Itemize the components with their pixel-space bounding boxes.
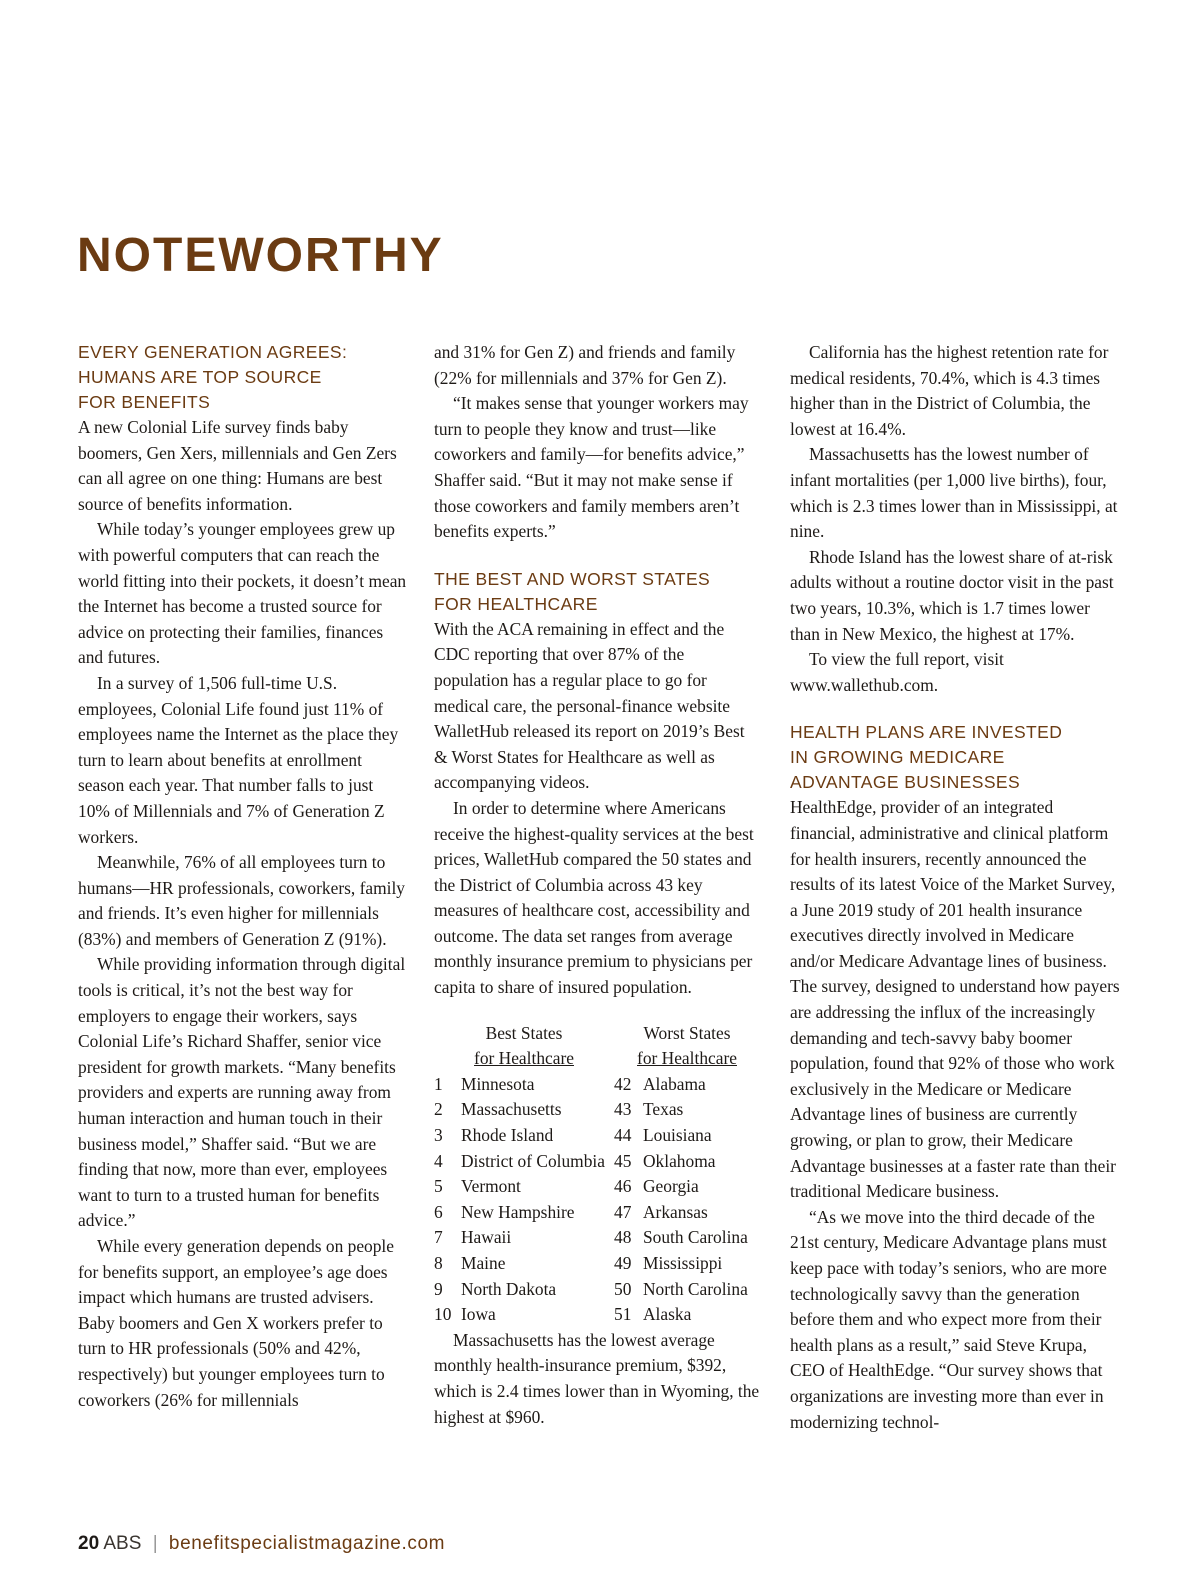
article-1-paragraph: and 31% for Gen Z) and friends and family (22% for millennials and 37% for Gen Z). (434, 342, 736, 388)
best-header-line: Best States (485, 1022, 563, 1043)
state-rank: 46 (614, 1176, 632, 1197)
website-link[interactable]: benefitspecialistmagazine.com (168, 1533, 446, 1554)
state-rank-row (434, 1251, 614, 1277)
state-rank-row (614, 1097, 760, 1123)
state-name: New Hampshire (461, 1201, 575, 1222)
state-rank-row (434, 1200, 614, 1226)
headline-line: IN GROWING MEDICARE (790, 747, 1005, 768)
state-rank-row (434, 1302, 614, 1328)
article-2-paragraph: Massachusetts has the lowest number of infant mortalities (per 1,000 live births), four, which is 2.3 times lower than in Mississippi, at nine. (790, 444, 1118, 542)
state-rank-row (614, 1200, 760, 1226)
state-rank-row (614, 1174, 760, 1200)
state-name: Iowa (461, 1304, 496, 1325)
state-name: Vermont (461, 1176, 521, 1197)
footer-separator: | (152, 1533, 158, 1554)
worst-header-line: Worst States (643, 1022, 731, 1043)
state-rank: 2 (434, 1099, 443, 1120)
state-name: North Dakota (461, 1278, 557, 1299)
state-rank-row (434, 1072, 614, 1098)
headline-line: HEALTH PLANS ARE INVESTED (790, 722, 1063, 743)
state-rank-row (434, 1123, 614, 1149)
article-2-paragraph: Massachusetts has the lowest average monthly health-insurance premium, $392, which is 2.4 times lower than in Wyoming, the highest at $960. (434, 1329, 760, 1427)
article-1-paragraph: While today’s younger employees grew up with powerful computers that can reach the world fitting into their pockets, it doesn’t mean the Internet has become a trusted source for advice on protecting their families, finances and futures. (78, 519, 407, 668)
state-rank: 45 (614, 1150, 632, 1171)
state-rank-row (614, 1225, 760, 1251)
page-footer (78, 1532, 445, 1556)
article-1-paragraph: While providing information through digital tools is critical, it’s not the best way for employers to engage their workers, says Colonial Life’s Richard Shaffer, senior vice president for growth markets. “Many benefits providers and experts are running away from human interaction and human touch in their business model,” Shaffer said. “But we are finding that now, more than ever, employees want to turn to a trusted human for benefits advice.” (78, 954, 406, 1231)
state-name: District of Columbia (461, 1150, 605, 1171)
state-rank-row (434, 1225, 614, 1251)
state-name: Maine (461, 1253, 506, 1273)
article-1-paragraph: “It makes sense that younger workers may turn to people they know and trust—like coworkers and family—for benefits advice,” Shaffer said. “But it may not make sense if those coworkers and family members aren’t benefits experts.” (434, 393, 749, 542)
state-name: Hawaii (461, 1227, 512, 1248)
best-states-list (434, 1021, 614, 1328)
article-1-paragraph: A new Colonial Life survey finds baby boomers, Gen Xers, millennials and Gen Zers can all agree on one thing: Humans are best source of benefits information. (78, 417, 397, 514)
state-name: Georgia (643, 1176, 699, 1197)
state-rank: 7 (434, 1227, 443, 1248)
publication-name: ABS (103, 1533, 142, 1554)
state-rank: 5 (434, 1176, 443, 1197)
best-header-line: for Healthcare (474, 1048, 574, 1069)
state-name: Minnesota (461, 1073, 535, 1094)
state-name: Louisiana (643, 1125, 712, 1146)
article-1-paragraph: While every generation depends on people for benefits support, an employee’s age does impact which humans are trusted advisers. Baby boomers and Gen X workers prefer to turn to HR professionals (50% and 42%, respectively) but younger employees turn to coworkers (26% for millennials (78, 1236, 394, 1410)
state-rank-row (434, 1149, 614, 1175)
column-3 (790, 340, 1122, 1435)
headline-line: FOR BENEFITS (78, 392, 211, 412)
worst-header-line: for Healthcare (637, 1048, 737, 1069)
headline-line: HUMANS ARE TOP SOURCE (78, 367, 322, 387)
best-states-header (434, 1021, 614, 1072)
state-rank: 9 (434, 1278, 443, 1299)
article-1-paragraph: In a survey of 1,506 full-time U.S. employees, Colonial Life found just 11% of employees name the Internet as the place they turn to learn about benefits at enrollment season each year. That number falls to just 10% of Millennials and 7% of Generation Z workers. (78, 672, 399, 847)
state-rank: 50 (614, 1278, 632, 1299)
article-2-paragraph: In order to determine where Americans receive the highest-quality services at the best prices, WalletHub compared the 50 states and the District of Columbia across 43 key measures of healthcare cost, accessibility and outcome. The data set ranges from average monthly insurance premium to physicians per capita to share of insured population. (434, 797, 754, 998)
state-name: South Carolina (643, 1227, 748, 1248)
state-rank: 42 (614, 1073, 632, 1094)
state-rank-row (614, 1149, 760, 1175)
state-rank: 51 (614, 1304, 632, 1325)
state-rank-row (434, 1174, 614, 1200)
state-rank: 49 (614, 1253, 632, 1273)
article-3-headline (790, 720, 1122, 795)
headline-line: EVERY GENERATION AGREES: (78, 342, 348, 362)
state-name: Oklahoma (643, 1150, 716, 1171)
article-2-paragraph: California has the highest retention rate for medical residents, 70.4%, which is 4.3 times higher than in the District of Columbia, the lowest at 16.4%. (790, 342, 1109, 439)
state-name: Alabama (643, 1073, 706, 1094)
state-rank-row (434, 1097, 614, 1123)
article-2-headline (434, 567, 760, 617)
state-name: Mississippi (643, 1253, 723, 1273)
state-rank: 44 (614, 1125, 632, 1146)
headline-line: ADVANTAGE BUSINESSES (790, 772, 1021, 793)
page-number: 20 (78, 1533, 100, 1554)
state-name: Arkansas (643, 1201, 708, 1222)
state-rank-row (434, 1277, 614, 1303)
state-name: Rhode Island (461, 1125, 554, 1146)
state-name: Alaska (643, 1304, 692, 1325)
state-name: Texas (643, 1099, 684, 1120)
state-name: North Carolina (643, 1278, 748, 1299)
state-rank-row (614, 1072, 760, 1098)
article-2-paragraph: To view the full report, visit www.wallethub.com. (790, 649, 1004, 695)
article-3-paragraph: HealthEdge, provider of an integrated financial, administrative and clinical platform for health insurers, recently announced the results of its latest Voice of the Market Survey, a June 2019 study of 201 health insurance executives directly involved in Medicare and/or Medicare Advantage lines of business. The survey, designed to understand how payers are addressing the influx of the increasingly demanding and tech-savvy baby boomer population, found that 92% of those who work exclusively in the Medicare or Medicare Advantage lines of business are currently growing, or plan to grow, their Medicare Advantage businesses at a faster rate than their traditional Medicare business. (790, 797, 1120, 1202)
state-name: Massachusetts (461, 1099, 562, 1120)
state-rank-row (614, 1251, 760, 1277)
state-rank: 6 (434, 1201, 443, 1222)
article-2-paragraph: Rhode Island has the lowest share of at-risk adults without a routine doctor visit in the past two years, 10.3%, which is 1.7 times lower than in New Mexico, the highest at 17%. (790, 546, 1114, 644)
state-rank: 48 (614, 1227, 632, 1248)
column-1 (78, 340, 408, 1413)
article-1-paragraph: Meanwhile, 76% of all employees turn to humans—HR professionals, coworkers, family and friends. It’s even higher for millennials (83%) and members of Generation Z (91%). (78, 852, 405, 949)
state-rank: 43 (614, 1099, 632, 1120)
column-2 (434, 340, 760, 1430)
state-rank-row (614, 1123, 760, 1149)
state-rank-row (614, 1302, 760, 1328)
states-ranking-table (434, 1021, 760, 1328)
state-rank: 10 (434, 1304, 452, 1325)
headline-line: THE BEST AND WORST STATES (434, 568, 711, 589)
worst-states-list (614, 1021, 760, 1328)
state-rank: 4 (434, 1150, 443, 1171)
article-1-headline (78, 340, 408, 415)
article-2-paragraph: With the ACA remaining in effect and the CDC reporting that over 87% of the population has a regular place to go for medical care, the personal-finance website WalletHub released its report on 2019’s Best & Worst States for Healthcare as well as accompanying videos. (434, 618, 745, 793)
page-title: NOTEWORTHY (77, 229, 444, 282)
state-rank: 8 (434, 1253, 443, 1273)
article-3-paragraph: “As we move into the third decade of the 21st century, Medicare Advantage plans must keep pace with today’s seniors, who are more technologically savvy than the generation before them and who expect more from their health plans as a result,” said Steve Krupa, CEO of HealthEdge. “Our survey shows that organizations are investing more than ever in modernizing technol- (790, 1206, 1107, 1432)
state-rank-row (614, 1277, 760, 1303)
state-rank: 3 (434, 1125, 443, 1146)
worst-states-header (614, 1021, 760, 1072)
state-rank: 47 (614, 1201, 632, 1222)
state-rank: 1 (434, 1073, 443, 1094)
headline-line: FOR HEALTHCARE (434, 593, 598, 614)
